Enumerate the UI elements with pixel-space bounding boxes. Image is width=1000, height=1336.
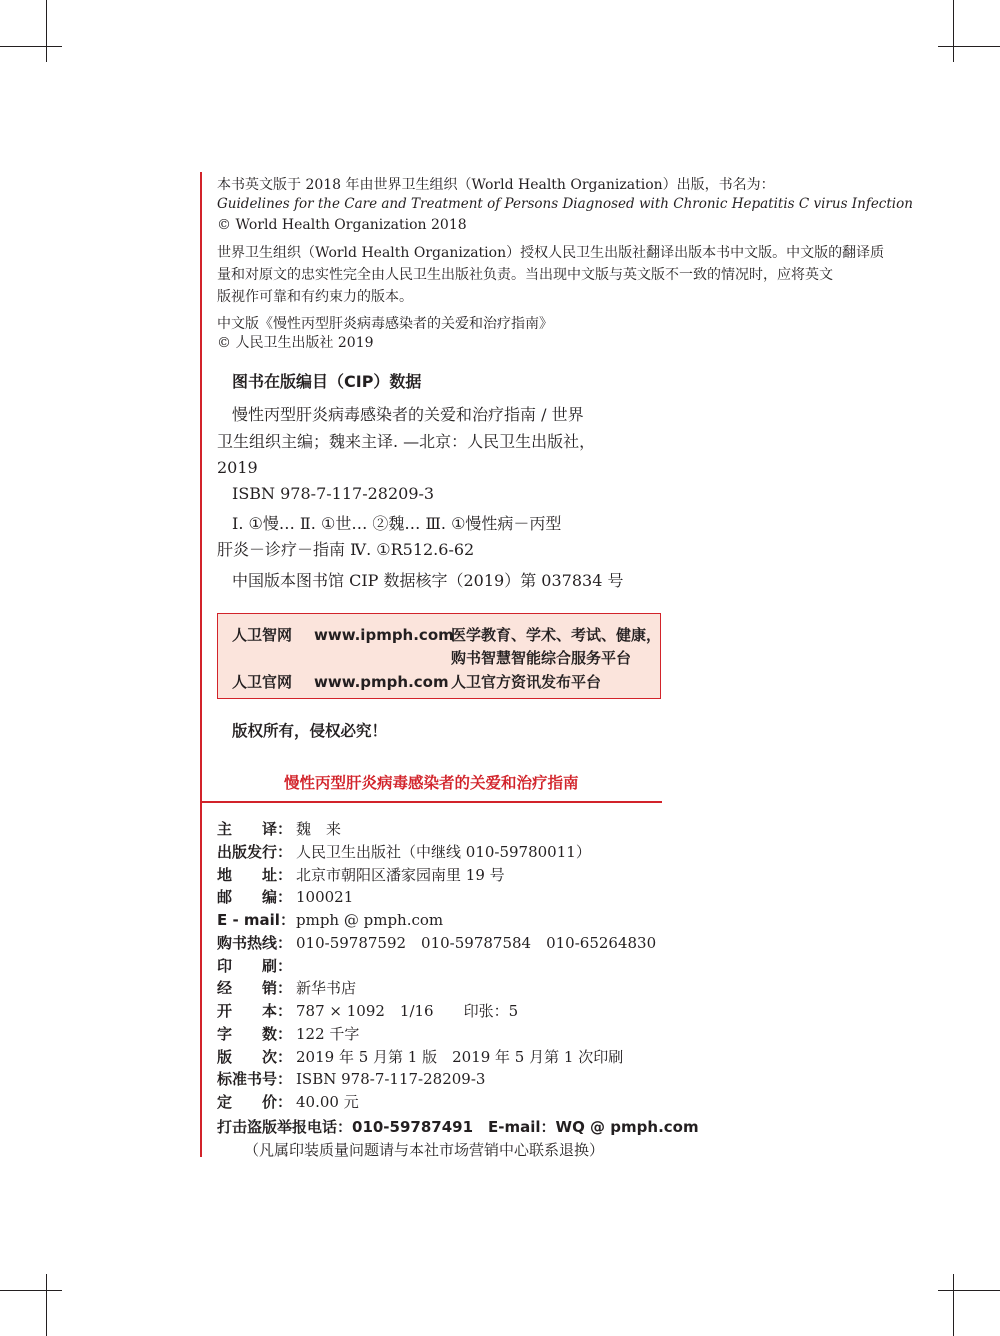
crop-mark <box>953 1274 954 1336</box>
colophon-label: 地 址： <box>217 866 293 884</box>
title-underline <box>202 801 662 803</box>
crop-mark <box>46 0 47 62</box>
colophon-value: pmph @ pmph.com <box>296 911 444 929</box>
cip-heading: 图书在版编目（CIP）数据 <box>232 372 422 391</box>
crop-mark <box>0 1290 62 1291</box>
crop-mark <box>0 46 62 47</box>
website-info-box <box>217 613 661 699</box>
chinese-edition-title: 中文版《慢性丙型肝炎病毒感染者的关爱和治疗指南》 <box>217 316 553 332</box>
crop-mark <box>938 1290 1000 1291</box>
colophon-value: 魏 来 <box>296 820 342 838</box>
cip-record-number: 中国版本图书馆 CIP 数据核字（2019）第 037834 号 <box>232 571 624 590</box>
crop-mark <box>953 0 954 62</box>
colophon-label: 出版发行： <box>217 843 293 861</box>
colophon-label: 标准书号： <box>217 1070 293 1088</box>
rights-notice: 版权所有，侵权必究！ <box>232 722 388 740</box>
site-url: www.pmph.com <box>314 673 449 691</box>
cip-line: 卫生组织主编；魏来主译. —北京：人民卫生出版社， <box>217 432 596 451</box>
colophon-label: 字 数： <box>217 1025 293 1043</box>
colophon-value: 北京市朝阳区潘家园南里 19 号 <box>296 866 505 884</box>
site-description: 人卫官方资讯发布平台 <box>451 673 602 691</box>
intro-line: 本书英文版于 2018 年由世界卫生组织（World Health Organization）出版，书名为： <box>217 177 775 193</box>
colophon-label: 主 译： <box>217 820 293 838</box>
english-title: Guidelines for the Care and Treatment of Persons Diagnosed with Chronic Hepatitis C virus Infection <box>217 196 913 212</box>
piracy-hotline: 打击盗版举报电话：010-59787491 E-mail：WQ @ pmph.com <box>217 1118 699 1136</box>
colophon-value: 787 × 1092 1/16 印张：5 <box>296 1002 519 1020</box>
site-description: 医学教育、学术、考试、健康， <box>451 626 662 644</box>
colophon-label: E - mail： <box>217 911 295 929</box>
cip-isbn: ISBN 978-7-117-28209-3 <box>232 484 435 503</box>
return-notice: （凡属印装质量问题请与本社市场营销中心联系退换） <box>244 1141 605 1159</box>
site-name: 人卫智网 <box>232 626 293 644</box>
colophon-label: 经 销： <box>217 979 293 997</box>
site-url: www.ipmph.com <box>314 626 454 644</box>
book-title: 慢性丙型肝炎病毒感染者的关爱和治疗指南 <box>284 774 579 792</box>
cip-classification-line: Ⅰ. ①慢… Ⅱ. ①世… ②魏… Ⅲ. ①慢性病－丙型 <box>232 514 562 533</box>
site-name: 人卫官网 <box>232 673 293 691</box>
colophon-value: 010-59787592 010-59787584 010-65264830 <box>296 934 657 952</box>
cip-line: 慢性丙型肝炎病毒感染者的关爱和治疗指南 / 世界 <box>232 405 584 424</box>
colophon-value: 122 千字 <box>296 1025 360 1043</box>
chinese-copyright: © 人民卫生出版社 2019 <box>217 335 374 351</box>
colophon-value: 40.00 元 <box>296 1093 359 1111</box>
cip-classification-line: 肝炎－诊疗－指南 Ⅳ. ①R512.6-62 <box>217 540 475 559</box>
license-paragraph-line: 量和对原文的忠实性完全由人民卫生出版社负责。当出现中文版与英文版不一致的情况时，应将英文 <box>217 267 833 283</box>
license-paragraph-line: 世界卫生组织（World Health Organization）授权人民卫生出版社翻译出版本书中文版。中文版的翻译质 <box>217 245 885 261</box>
colophon-label: 邮 编： <box>217 888 293 906</box>
colophon-value: 新华书店 <box>296 979 357 997</box>
license-paragraph-line: 版视作可靠和有约束力的版本。 <box>217 289 413 305</box>
colophon-label: 购书热线： <box>217 934 293 952</box>
red-vertical-rule <box>200 172 202 1157</box>
site-description: 购书智慧智能综合服务平台 <box>451 649 632 667</box>
colophon-value: ISBN 978-7-117-28209-3 <box>296 1070 486 1088</box>
colophon-label: 定 价： <box>217 1093 293 1111</box>
cip-line: 2019 <box>217 458 258 477</box>
colophon-value: 100021 <box>296 888 354 906</box>
colophon-label: 开 本： <box>217 1002 293 1020</box>
colophon-label: 印 刷： <box>217 957 293 975</box>
colophon-label: 版 次： <box>217 1048 293 1066</box>
crop-mark <box>938 46 1000 47</box>
crop-mark <box>46 1274 47 1336</box>
english-copyright: © World Health Organization 2018 <box>217 217 467 233</box>
colophon-value: 2019 年 5 月第 1 版 2019 年 5 月第 1 次印刷 <box>296 1048 624 1066</box>
colophon-value: 人民卫生出版社（中继线 010-59780011） <box>296 843 591 861</box>
